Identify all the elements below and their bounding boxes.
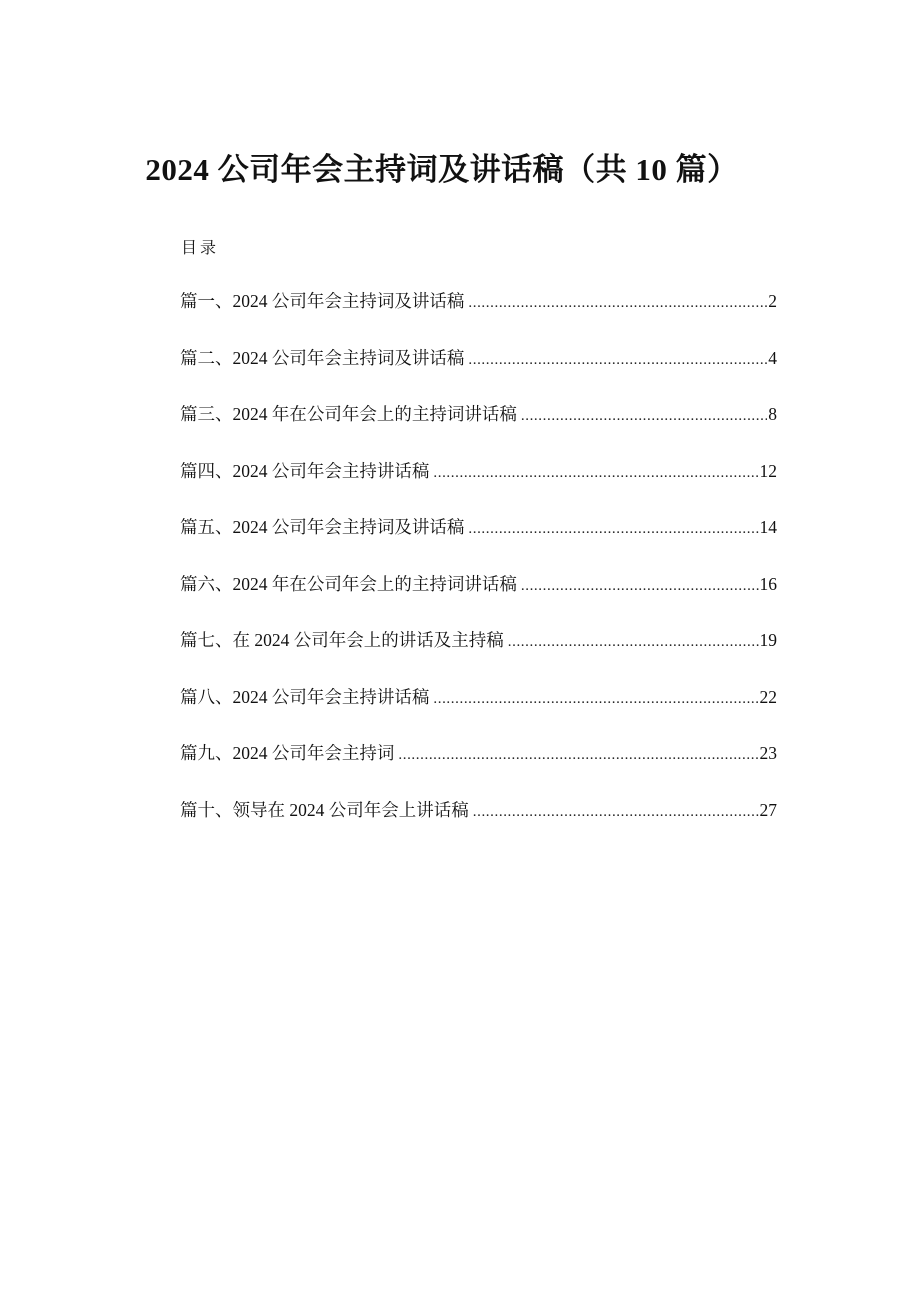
toc-entry-page: 19 — [759, 630, 777, 650]
toc-leader-dots — [468, 291, 767, 315]
toc-entry-page: 14 — [759, 517, 777, 537]
toc-leader-dots — [521, 574, 759, 598]
toc-entry-title: 篇三、2024 年在公司年会上的主持词讲话稿 — [180, 404, 517, 424]
toc-entry[interactable] — [180, 289, 777, 346]
table-of-contents — [180, 289, 777, 854]
toc-entry[interactable] — [180, 572, 777, 629]
toc-leader-dots — [433, 461, 758, 485]
document-title: 2024 公司年会主持词及讲话稿（共 10 篇） — [145, 152, 739, 187]
toc-leader-dots — [468, 348, 767, 372]
toc-entry[interactable] — [180, 798, 777, 855]
toc-entry[interactable] — [180, 346, 777, 403]
toc-leader-dots — [433, 687, 758, 711]
toc-entry-page: 16 — [759, 573, 777, 594]
toc-entry-title: 篇七、在 2024 公司年会上的讲话及主持稿 — [180, 630, 504, 650]
toc-entry-title: 篇五、2024 公司年会主持词及讲话稿 — [180, 517, 465, 537]
toc-entry-page: 4 — [768, 347, 777, 368]
toc-heading: 目录 — [181, 238, 220, 257]
toc-leader-dots — [473, 800, 759, 824]
toc-entry[interactable] — [180, 628, 777, 685]
toc-entry-title: 篇九、2024 公司年会主持词 — [180, 743, 395, 763]
toc-entry[interactable] — [180, 515, 777, 572]
toc-entry[interactable] — [180, 741, 777, 798]
toc-entry-title: 篇八、2024 公司年会主持讲话稿 — [180, 686, 430, 707]
toc-entry[interactable] — [180, 402, 777, 459]
toc-entry-page: 8 — [768, 404, 777, 424]
toc-entry-title: 篇六、2024 年在公司年会上的主持词讲话稿 — [180, 573, 517, 594]
toc-leader-dots — [468, 517, 758, 541]
toc-entry-title: 篇二、2024 公司年会主持词及讲话稿 — [180, 347, 465, 368]
toc-entry-title: 篇四、2024 公司年会主持讲话稿 — [180, 460, 430, 481]
toc-entry-page: 27 — [759, 799, 777, 820]
toc-entry-title: 篇十、领导在 2024 公司年会上讲话稿 — [180, 799, 469, 820]
toc-entry[interactable] — [180, 685, 777, 742]
toc-entry[interactable] — [180, 459, 777, 516]
toc-entry-page: 2 — [768, 291, 777, 311]
toc-entry-page: 12 — [759, 460, 777, 481]
toc-leader-dots — [508, 630, 759, 654]
toc-entry-page: 23 — [759, 743, 777, 763]
toc-entry-title: 篇一、2024 公司年会主持词及讲话稿 — [180, 291, 465, 311]
toc-leader-dots — [521, 404, 767, 428]
toc-leader-dots — [398, 743, 758, 767]
toc-entry-page: 22 — [759, 686, 777, 707]
